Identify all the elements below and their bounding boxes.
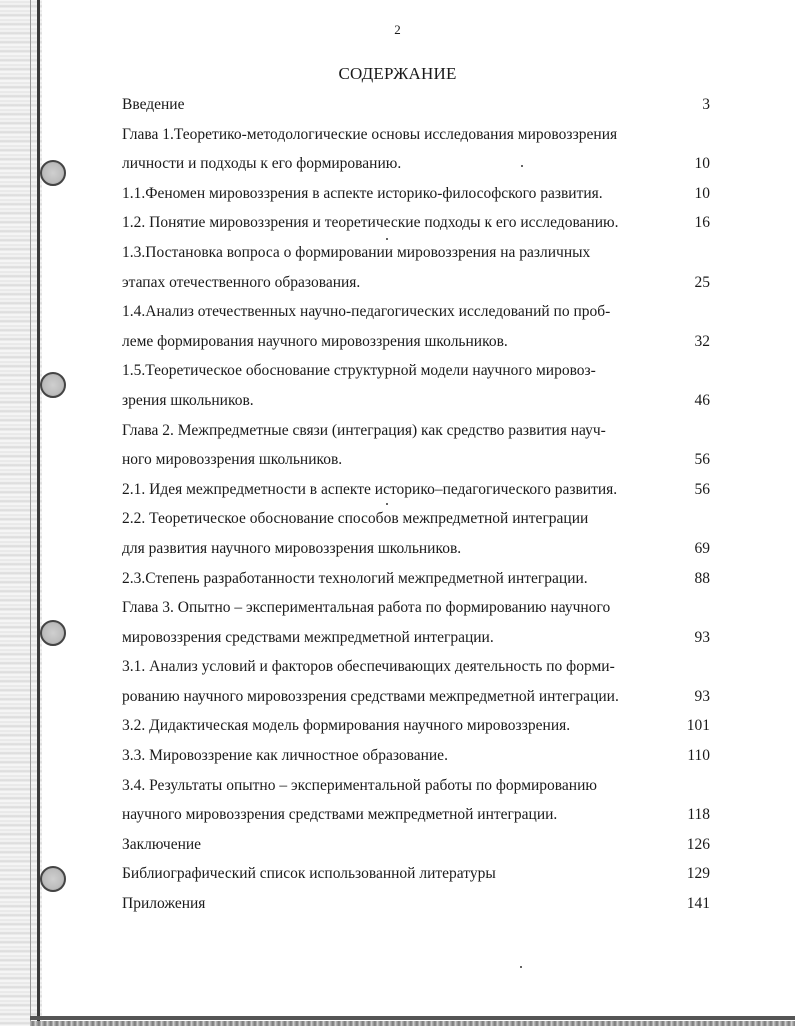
toc-entry[interactable] [118, 297, 718, 356]
toc-entry[interactable] [118, 475, 718, 505]
toc-line [118, 623, 718, 653]
toc-line [118, 297, 718, 327]
toc-entry[interactable] [118, 564, 718, 594]
toc-entry[interactable] [118, 504, 718, 563]
toc-entry[interactable] [118, 208, 718, 238]
toc-entry[interactable] [118, 771, 718, 830]
toc-entry-title: Библиографический список использованной литературы [122, 865, 496, 883]
toc-entry-page: 32 [694, 332, 710, 350]
toc-line [118, 445, 718, 475]
toc-entry-page: 46 [694, 391, 710, 409]
toc-entry-page: 3 [702, 96, 710, 113]
toc-entry-page: 88 [694, 569, 710, 587]
toc-line [118, 564, 718, 594]
toc-entry-page: 118 [687, 806, 710, 824]
toc-entry-title: этапах отечественного образования. [122, 273, 361, 291]
toc-entry-title: 1.1.Феномен мировоззрения в аспекте историко-философского развития. [122, 184, 603, 202]
toc-entry-page: 93 [694, 687, 710, 705]
toc-entry-title: 1.4.Анализ отечественных научно-педагогических исследований по проб- [122, 303, 611, 321]
toc-entry-page: 93 [694, 628, 710, 646]
toc-line [118, 593, 718, 623]
scan-speck [520, 966, 522, 968]
toc-entry[interactable] [118, 830, 718, 860]
toc-entry-page: 101 [686, 717, 710, 735]
toc-entry-page: 10 [694, 184, 710, 202]
toc-entry-title: 3.2. Дидактическая модель формирования научного мировоззрения. [122, 717, 571, 735]
toc-entry-title: 1.5.Теоретическое обоснование структурной модели научного мировоз- [122, 362, 596, 380]
toc-line [118, 416, 718, 446]
toc-entry-title: личности и подходы к его формированию. [122, 155, 402, 173]
punch-hole-icon [40, 866, 66, 892]
toc-entry-page: 56 [694, 451, 710, 469]
toc-line [118, 800, 718, 830]
toc-entry-title: 1.2. Понятие мировоззрения и теоретические подходы к его исследованию. [122, 214, 619, 232]
toc-line [118, 504, 718, 534]
toc-entry-page: 129 [686, 865, 710, 883]
toc-entry[interactable] [118, 889, 718, 919]
toc-entry[interactable] [118, 741, 718, 771]
toc-line [118, 90, 718, 120]
toc-entry-title: Глава 1.Теоретико-методологические основы исследования мировоззрения [122, 125, 618, 143]
toc-entry-title: ного мировоззрения школьников. [122, 451, 343, 469]
toc-line [118, 711, 718, 741]
toc-entry-title: Глава 2. Межпредметные связи (интеграция) как средство развития науч- [122, 421, 606, 439]
toc-line [118, 208, 718, 238]
toc-entry-title: рованию научного мировоззрения средствами межпредметной интеграции. [122, 687, 619, 705]
toc-line [118, 238, 718, 268]
toc-line [118, 859, 718, 889]
toc-entry-title: 2.3.Степень разработанности технологий межпредметной интеграции. [122, 569, 588, 587]
toc-entry[interactable] [118, 90, 718, 120]
punch-hole-icon [40, 160, 66, 186]
toc-entry-title: 1.3.Постановка вопроса о формировании мировоззрения на различных [122, 243, 591, 261]
toc-line [118, 771, 718, 801]
scan-binding-edge [0, 0, 42, 1026]
toc-line [118, 682, 718, 712]
toc-entry[interactable] [118, 593, 718, 652]
toc-entry-page: 25 [694, 273, 710, 291]
toc-entry-page: 10 [694, 155, 710, 173]
toc-line [118, 889, 718, 919]
toc-entry-title: 3.4. Результаты опытно – экспериментальной работы по формированию [122, 776, 597, 794]
toc-entry[interactable] [118, 859, 718, 889]
toc-entry-title: леме формирования научного мировоззрения школьников. [122, 332, 508, 350]
toc-entry-title: для развития научного мировоззрения школьников. [122, 539, 462, 557]
toc-entry[interactable] [118, 652, 718, 711]
toc-entry-page: 56 [694, 480, 710, 498]
toc-entry-title: научного мировоззрения средствами межпредметной интеграции. [122, 806, 558, 824]
toc-entry-title: зрения школьников. [122, 391, 254, 409]
toc-line [118, 741, 718, 771]
toc-line [118, 179, 718, 209]
toc-entry-title: мировоззрения средствами межпредметной интеграции. [122, 628, 494, 646]
toc-entry-title: Приложения [122, 895, 206, 913]
toc-line [118, 120, 718, 150]
table-of-contents [118, 90, 718, 919]
toc-entry[interactable] [118, 120, 718, 179]
toc-line [118, 149, 718, 179]
toc-entry-page: 110 [687, 747, 710, 765]
toc-line [118, 830, 718, 860]
punch-hole-icon [40, 620, 66, 646]
toc-entry-page: 69 [694, 539, 710, 557]
toc-entry[interactable] [118, 356, 718, 415]
toc-entry[interactable] [118, 238, 718, 297]
scan-bottom-edge [30, 1021, 795, 1026]
toc-entry-title: 2.1. Идея межпредметности в аспекте историко–педагогического развития. [122, 480, 618, 498]
toc-entry-title: Заключение [122, 835, 202, 853]
page-title: СОДЕРЖАНИЕ [338, 64, 457, 83]
toc-line [118, 652, 718, 682]
punch-hole-icon [40, 372, 66, 398]
page-number: 2 [394, 22, 401, 37]
toc-entry[interactable] [118, 179, 718, 209]
toc-entry-title: 3.3. Мировоззрение как личностное образование. [122, 747, 448, 765]
toc-entry-page: 141 [686, 895, 710, 913]
toc-entry-title: Глава 3. Опытно – экспериментальная работа по формированию научного [122, 599, 611, 617]
toc-entry-page: 16 [694, 214, 710, 232]
toc-line [118, 268, 718, 298]
toc-entry-title: 3.1. Анализ условий и факторов обеспечивающих деятельность по форми- [122, 658, 615, 676]
toc-line [118, 386, 718, 416]
toc-entry-title: 2.2. Теоретическое обоснование способов межпредметной интеграции [122, 510, 589, 528]
toc-entry-title: Введение [122, 96, 185, 113]
toc-line [118, 356, 718, 386]
toc-line [118, 327, 718, 357]
scan-edge-line [37, 0, 40, 1026]
toc-entry[interactable] [118, 711, 718, 741]
toc-line [118, 534, 718, 564]
toc-line [118, 475, 718, 505]
toc-entry[interactable] [118, 416, 718, 475]
toc-entry-page: 126 [686, 835, 710, 853]
scan-edge-line [30, 0, 31, 1026]
scan-bottom-edge [30, 1016, 795, 1020]
